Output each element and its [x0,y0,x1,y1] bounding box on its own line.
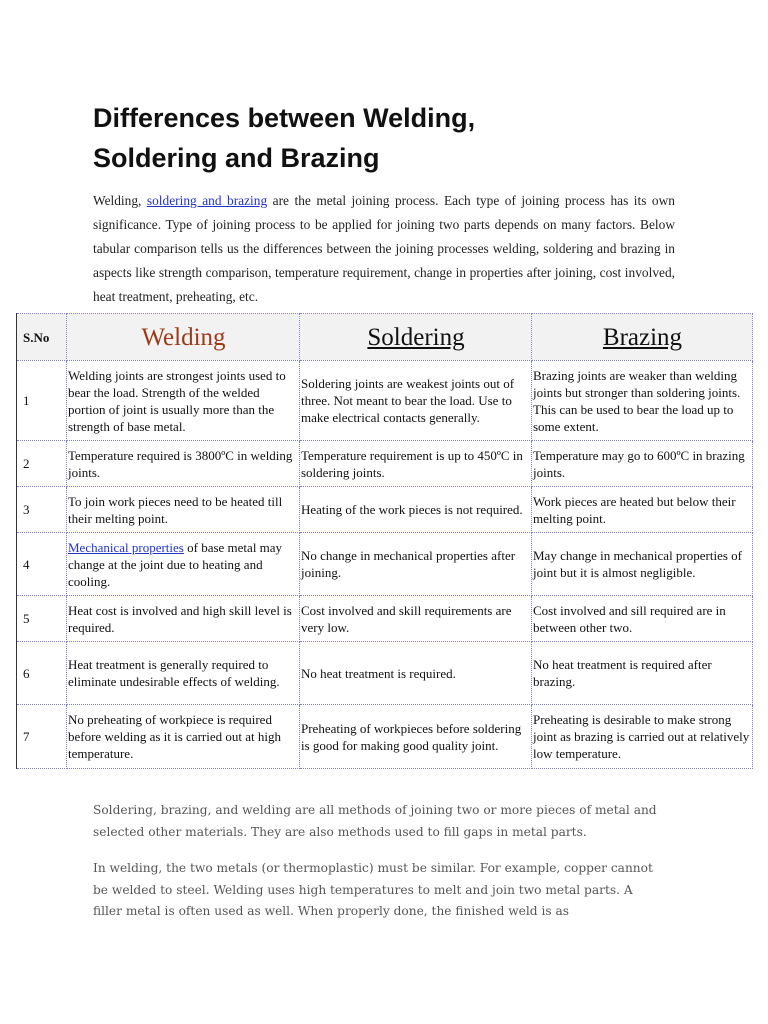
cell-sno: 6 [17,642,67,705]
cell-sno: 5 [17,596,67,642]
cell-welding: Welding joints are strongest joints used to bear the load. Strength of the welded portion of joint is usually more than the strength of base metal. [67,361,300,441]
cell-sno: 7 [17,705,67,769]
body-paragraph-1: Soldering, brazing, and welding are all methods of joining two or more pieces of metal and selected other materials. They are also methods used to fill gaps in metal parts. [93,803,657,839]
header-brazing-label: Brazing [602,323,683,351]
cell-soldering: No heat treatment is required. [300,642,532,705]
header-brazing [532,314,753,361]
mechanical-properties-link[interactable]: Mechanical properties [68,539,184,555]
table-header-row [17,314,753,361]
header-welding [67,314,300,361]
title-line-1: Differences between Welding, [93,103,476,133]
table-row [17,487,753,533]
soldering-brazing-link[interactable]: soldering and brazing [146,193,268,208]
cell-welding: Heat cost is involved and high skill level is required. [67,596,300,642]
table-row [17,705,753,769]
cell-soldering: Soldering joints are weakest joints out of three. Not meant to bear the load. Use to make electrical contacts generally. [300,361,532,441]
cell-sno: 1 [17,361,67,441]
comparison-table [16,313,753,769]
body-paragraph-2: In welding, the two metals (or thermoplastic) must be similar. For example, copper cannot be welded to steel. Welding uses high temperatures to melt and join two metal parts. A filler metal is often used as well. When properly done, the finished weld is as [93,861,653,918]
cell-soldering: Cost involved and skill requirements are very low. [300,596,532,642]
cell-sno: 2 [17,441,67,487]
cell-sno: 4 [17,533,67,596]
cell-brazing: Cost involved and sill required are in between other two. [532,596,753,642]
page-title [93,98,713,178]
table-row [17,596,753,642]
cell-welding [67,533,300,596]
cell-welding: Heat treatment is generally required to eliminate undesirable effects of welding. [67,642,300,705]
cell-welding: Temperature required is 3800ºC in welding joints. [67,441,300,487]
table-row [17,441,753,487]
cell-welding: No preheating of workpiece is required before welding as it is carried out at high temperature. [67,705,300,769]
header-soldering [300,314,532,361]
cell-welding-text: of base metal may change at the joint due to heating and cooling. [68,539,283,589]
cell-brazing: Brazing joints are weaker than welding joints but stronger than soldering joints. This can be used to bear the load up to some extent. [532,361,753,441]
table-row [17,642,753,705]
cell-brazing: May change in mechanical properties of joint but it is almost negligible. [532,533,753,596]
intro-paragraph [93,189,675,309]
header-soldering-label: Soldering [367,323,465,351]
cell-brazing: Work pieces are heated but below their melting point. [532,487,753,533]
intro-text-rest: are the metal joining process. Each type of joining process has its own significance. Type of joining process to be applied for joining two parts depends on many factors. Below tabular comparison tells us the differences between the joining processes welding, soldering and brazing in aspects like strength comparison, temperature requirement, change in properties after joining, cost involved, heat treatment, preheating, etc. [93,193,675,304]
cell-brazing: Temperature may go to 600ºC in brazing joints. [532,441,753,487]
cell-brazing: Preheating is desirable to make strong joint as brazing is carried out at relatively low temperature. [532,705,753,769]
table-row [17,533,753,596]
header-welding-label: Welding [141,323,226,351]
cell-soldering: Heating of the work pieces is not required. [300,487,532,533]
cell-sno: 3 [17,487,67,533]
cell-soldering: No change in mechanical properties after joining. [300,533,532,596]
cell-soldering: Temperature requirement is up to 450ºC in soldering joints. [300,441,532,487]
title-line-2: Soldering and Brazing [93,143,380,173]
cell-soldering: Preheating of workpieces before soldering is good for making good quality joint. [300,705,532,769]
header-sno: S.No [17,314,67,361]
table-row [17,361,753,441]
cell-brazing: No heat treatment is required after brazing. [532,642,753,705]
intro-text-start: Welding, [93,193,147,208]
cell-welding: To join work pieces need to be heated till their melting point. [67,487,300,533]
